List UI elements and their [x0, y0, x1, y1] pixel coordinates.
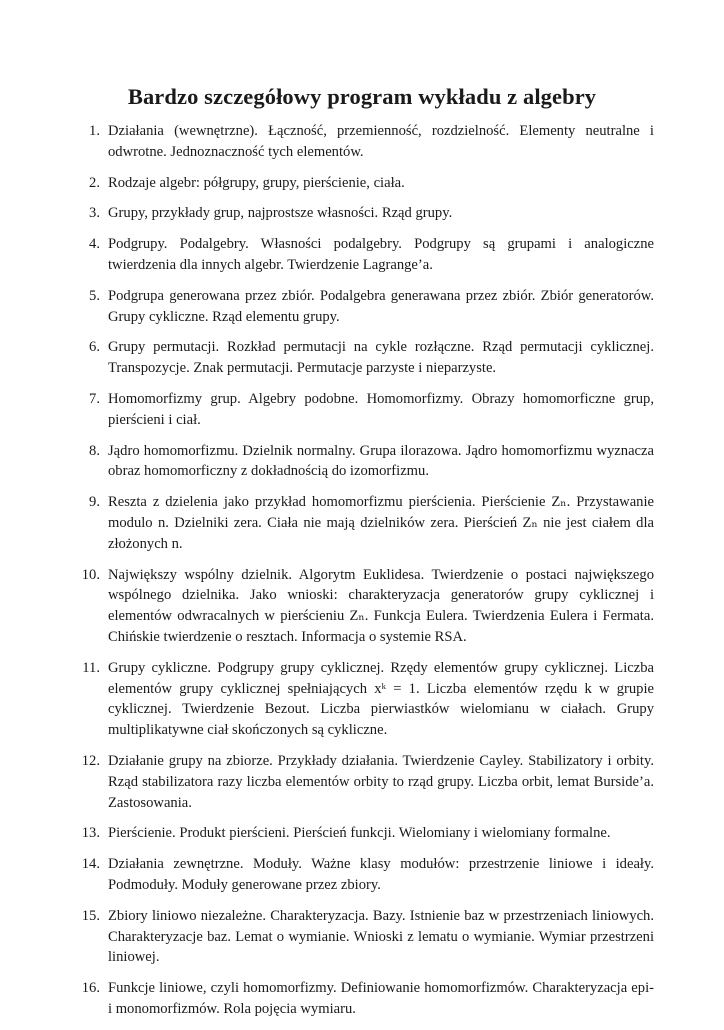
- item-number: 7.: [89, 390, 100, 407]
- item-number: 16.: [81, 980, 100, 997]
- item-number: 12.: [81, 752, 100, 769]
- item-number: 10.: [81, 566, 100, 583]
- item-number: 14.: [81, 856, 100, 873]
- list-item: [72, 389, 654, 431]
- page-title: Bardzo szczegółowy program wykładu z algebry: [127, 84, 597, 109]
- list-item: [72, 337, 654, 379]
- list-item: [72, 751, 654, 813]
- item-number: 11.: [82, 659, 100, 676]
- item-text: Homomorfizmy grup. Algebry podobne. Homomorfizmy. Obrazy homomorficzne grup, pierścieni i ciał.: [108, 390, 654, 428]
- item-text: Podgrupa generowana przez zbiór. Podalgebra generawana przez zbiór. Zbiór generatorów. Grupy cykliczne. Rząd elementu grupy.: [108, 287, 654, 325]
- list-item: [72, 492, 654, 554]
- list-item: [72, 173, 654, 194]
- item-text: Największy wspólny dzielnik. Algorytm Euklidesa. Twierdzenie o postaci największego wspólnego dzielnika. Jako wnioski: charakteryzacja generatorów grupy cyklicznej i elementów odwracalnych w pierścieniu Zₙ. Funkcja Eulera. Twierdzenia Eulera i Fermata. Chińskie twierdzenie o resztach. Informacja o systemie RSA.: [108, 566, 654, 645]
- item-text: Grupy cykliczne. Podgrupy grupy cyklicznej. Rzędy elementów grupy cyklicznej. Liczba elementów grupy cyklicznej spełniających xᵏ = 1. Liczba elementów rzędu k w grupie cyklicznej. Twierdzenie Bezout. Liczba pierwiastków wielomianu w ciałach. Grupy multiplikatywne ciał skończonych są cykliczne.: [108, 659, 654, 739]
- item-text: Funkcje liniowe, czyli homomorfizmy. Definiowanie homomorfizmów. Charakteryzacja epi- i monomorfizmów. Rola pojęcia wymiaru.: [108, 980, 654, 1017]
- list-item: [72, 658, 654, 741]
- item-number: 3.: [89, 205, 100, 222]
- item-text: Rodzaje algebr: półgrupy, grupy, pierścienie, ciała.: [108, 174, 405, 191]
- item-text: Grupy, przykłady grup, najprostsze własności. Rząd grupy.: [108, 205, 453, 222]
- list-item: [72, 286, 654, 328]
- item-text: Działanie grupy na zbiorze. Przykłady działania. Twierdzenie Cayley. Stabilizatory i orbity. Rząd stabilizatora razy liczba elementów orbity to rząd grupy. Liczba orbit, lemat Burside’a. Zastosowania.: [108, 752, 654, 811]
- item-text: Reszta z dzielenia jako przykład homomorfizmu pierścienia. Pierścienie Zₙ. Przystawanie modulo n. Dzielniki zera. Ciała nie mają dzielników zera. Pierścień Zₙ nie jest ciałem dla złożonych n.: [108, 494, 654, 552]
- list-item: [72, 978, 654, 1020]
- list-item: [72, 565, 654, 648]
- item-text: Działania zewnętrzne. Moduły. Ważne klasy modułów: przestrzenie liniowe i ideały. Podmoduły. Moduły generowane przez zbiory.: [108, 856, 654, 893]
- item-text: Grupy permutacji. Rozkład permutacji na cykle rozłączne. Rząd permutacji cyklicznej. Transpozycje. Znak permutacji. Permutacje parzyste i nieparzyste.: [108, 339, 654, 377]
- item-number: 13.: [81, 825, 100, 842]
- list-item: [72, 441, 654, 483]
- item-number: 6.: [89, 339, 100, 356]
- item-number: 1.: [89, 123, 100, 139]
- list-item: [72, 823, 654, 844]
- item-number: 8.: [89, 442, 100, 459]
- list-item: [72, 854, 654, 896]
- item-text: Zbiory liniowo niezależne. Charakteryzacja. Bazy. Istnienie baz w przestrzeniach liniowych. Charakteryzacje baz. Lemat o wymianie. Wnioski z lematu o wymianie. Wymiar przestrzeni liniowej.: [108, 907, 654, 966]
- list-item: [72, 121, 654, 163]
- list-item: [72, 203, 654, 224]
- item-text: Pierścienie. Produkt pierścieni. Pierścień funkcji. Wielomiany i wielomiany formalne.: [108, 825, 611, 842]
- item-number: 4.: [89, 236, 100, 253]
- item-number: 5.: [89, 287, 100, 304]
- lecture-topic-list: [72, 121, 654, 1030]
- item-number: 15.: [81, 907, 100, 924]
- item-text: Podgrupy. Podalgebry. Własności podalgebry. Podgrupy są grupami i analogiczne twierdzenia dla innych algebr. Twierdzenie Lagrange’a.: [108, 236, 654, 273]
- list-item: [72, 906, 654, 968]
- item-text: Jądro homomorfizmu. Dzielnik normalny. Grupa ilorazowa. Jądro homomorfizmu wyznacza obraz homomorficzny z dokładnością do izomorfizmu.: [108, 442, 654, 480]
- item-number: 9.: [89, 494, 100, 511]
- item-number: 2.: [89, 174, 100, 191]
- item-text: Działania (wewnętrzne). Łączność, przemienność, rozdzielność. Elementy neutralne i odwrotne. Jednoznaczność tych elementów.: [108, 123, 654, 160]
- list-item: [72, 234, 654, 276]
